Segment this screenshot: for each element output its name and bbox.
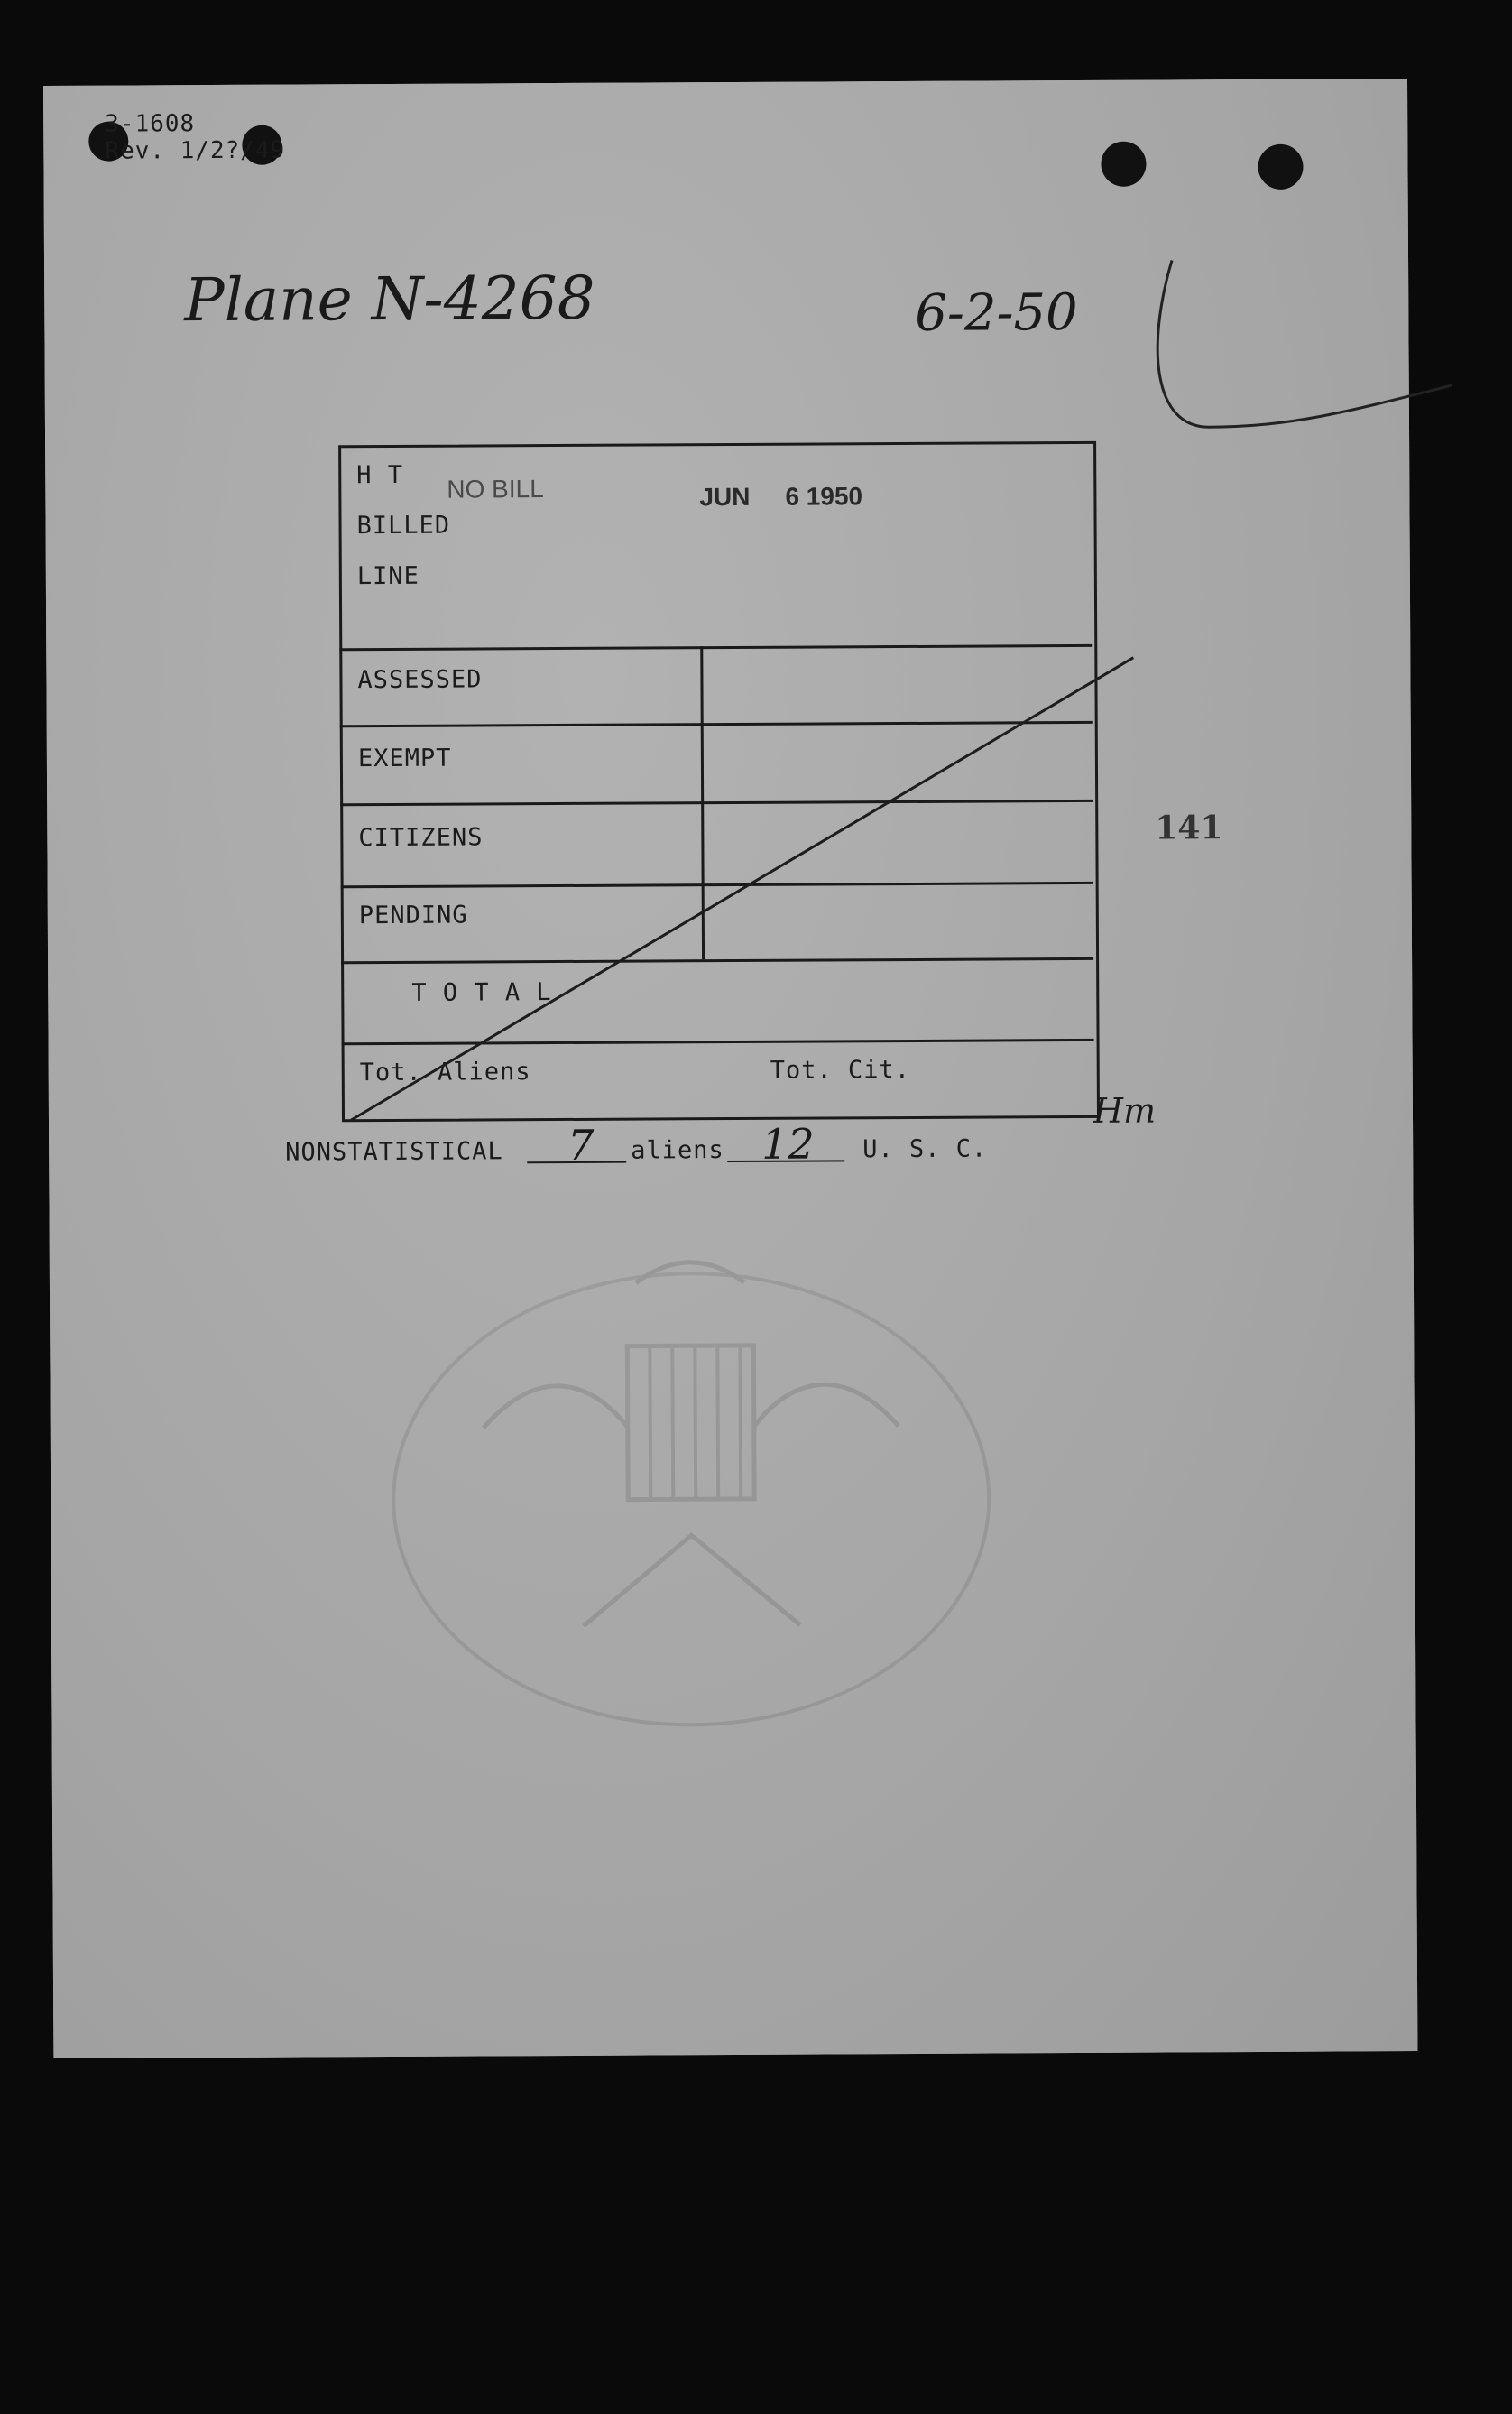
handwritten-bracket	[1109, 169, 1471, 441]
header-billed: BILLED	[356, 511, 451, 541]
date-stamp-month: JUN	[699, 482, 751, 512]
nonstat-aliens-count: 7	[567, 1120, 595, 1170]
header-line: LINE	[356, 561, 419, 591]
handwritten-date: 6-2-50	[915, 282, 1078, 343]
nonstatistical-label: NONSTATISTICAL	[285, 1137, 503, 1167]
no-bill-stamp: NO BILL	[447, 475, 544, 504]
row-citizens: CITIZENS	[358, 823, 484, 853]
form-number: 3-1608	[105, 110, 196, 138]
initials: Hm	[1093, 1090, 1157, 1131]
tot-aliens: Tot. Aliens	[359, 1058, 531, 1087]
page-number-stamp: 141	[1155, 809, 1223, 847]
tot-cit: Tot. Cit.	[770, 1055, 911, 1085]
date-stamp-day-year: 6 1950	[785, 482, 863, 511]
aliens-word: aliens	[631, 1136, 724, 1165]
row-pending: PENDING	[358, 901, 468, 930]
usc-label: U. S. C.	[862, 1134, 988, 1164]
tally-table	[338, 441, 1098, 1120]
header-ht: H T	[356, 460, 404, 490]
form-revision: Rev. 1/2?/49	[105, 136, 286, 165]
plane-number: Plane N-4268	[184, 263, 595, 336]
strike-through-line	[338, 441, 1157, 1132]
nonstat-usc-count: 12	[761, 1119, 815, 1169]
row-exempt: EXEMPT	[357, 744, 452, 773]
form-page	[43, 79, 1417, 2058]
faint-seal-watermark	[347, 1244, 1036, 1753]
row-total: T O T A L	[411, 978, 552, 1007]
row-assessed: ASSESSED	[357, 665, 483, 695]
